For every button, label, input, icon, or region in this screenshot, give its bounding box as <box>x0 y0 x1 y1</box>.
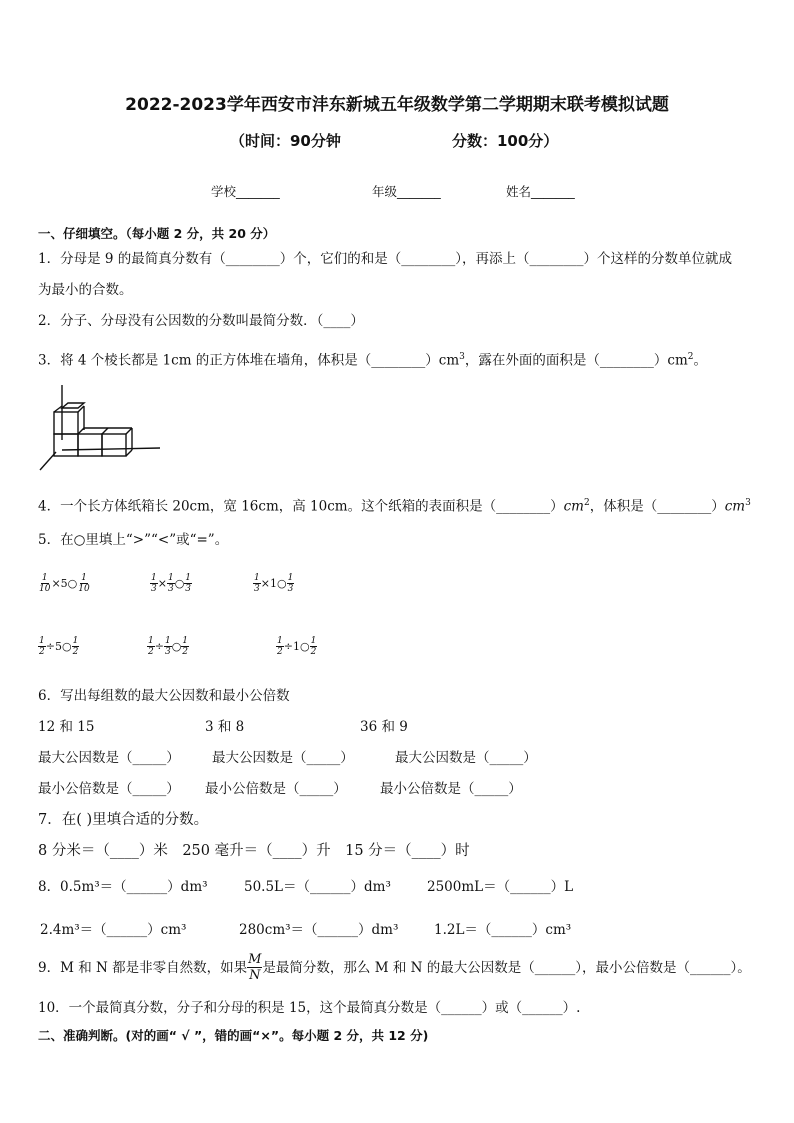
q8-item-2: 50.5L＝（______）dm³ <box>244 879 391 895</box>
cube-stack-figure <box>38 380 168 475</box>
operator: ○ <box>174 577 185 590</box>
question-10: 10．一个最简真分数，分子和分母的积是 15，这个最简真分数是（______）或（______）. <box>38 1000 581 1016</box>
q5-item-1 <box>38 573 91 594</box>
fraction: $\frac{1}{2}$ <box>310 636 317 657</box>
fraction: $\frac{1}{10}$ <box>78 573 90 594</box>
school-field[interactable]: 学校_______ <box>211 184 280 199</box>
q6-gcd-3: 最大公因数是（_____） <box>395 750 537 766</box>
q3-sup: 3 <box>459 352 465 362</box>
q9-text-a: 9．M 和 N 都是非零自然数，如果 <box>38 959 248 976</box>
fraction: $\frac{1}{3}$ <box>185 573 192 594</box>
q6-group-2: 3 和 8 <box>205 719 245 735</box>
section1-heading: 一、仔细填空。（每小题 2 分，共 20 分） <box>38 226 276 241</box>
question-1-line1: 1．分母是 9 的最简真分数有（________）个，它们的和是（________），再添上（________）个这样的分数单位就成 <box>38 251 733 267</box>
operator: ×1○ <box>260 577 287 590</box>
fraction: $\frac{1}{10}$ <box>39 573 51 594</box>
q3-text-c: 。 <box>693 352 707 369</box>
operator: ○ <box>171 640 182 653</box>
q3-sup2: 2 <box>687 352 694 362</box>
question-6: 6．写出每组数的最大公因数和最小公倍数 <box>38 688 290 704</box>
q6-gcd-1: 最大公因数是（_____） <box>38 750 180 766</box>
q6-lcm-1: 最小公倍数是（_____） <box>38 781 180 797</box>
q8-item-1: 0.5m³＝（______）dm³ <box>60 879 208 895</box>
fraction: $\frac{1}{2}$ <box>182 636 189 657</box>
exam-time: （时间：90分钟 <box>230 132 341 150</box>
q6-gcd-2: 最大公因数是（_____） <box>212 750 354 766</box>
q8-item-5: 280cm³＝（______）dm³ <box>239 922 399 938</box>
question-4 <box>38 494 751 516</box>
fraction: $\frac{1}{2}$ <box>72 636 79 657</box>
q4-unit2: cm <box>724 498 746 515</box>
q4-text-b: ，体积是（________） <box>589 498 725 515</box>
fraction: $\frac{1}{2}$ <box>148 636 154 657</box>
q4-unit1: cm <box>563 498 584 515</box>
grade-field[interactable]: 年级_______ <box>372 184 441 199</box>
q5-item-2 <box>150 573 192 594</box>
question-3 <box>38 348 707 370</box>
q4-sup2: 3 <box>745 498 751 508</box>
fraction: $\frac{1}{3}$ <box>151 573 157 594</box>
operator: × <box>157 577 167 590</box>
fraction: $\frac{1}{2}$ <box>277 636 283 657</box>
operator: ÷5○ <box>45 640 72 653</box>
exam-score: 分数：100分） <box>452 132 559 150</box>
fraction: $\frac{1}{2}$ <box>39 636 45 657</box>
q6-group-3: 36 和 9 <box>360 719 408 735</box>
question-5: 5．在○里填上“>”“<”或“=”。 <box>38 532 229 548</box>
q5-item-4 <box>38 636 79 657</box>
q6-lcm-3: 最小公倍数是（_____） <box>380 781 522 797</box>
fraction: $\frac{1}{3}$ <box>254 573 260 594</box>
operator: ÷1○ <box>283 640 310 653</box>
q3-text-b: ，露在外面的面积是（________）cm <box>464 352 688 369</box>
q9-fraction: $\frac{M}{N}$ <box>248 952 262 983</box>
q8-item-4: 2.4m³＝（______）cm³ <box>40 922 187 938</box>
question-2: 2．分子、分母没有公因数的分数叫最简分数．（____） <box>38 313 364 329</box>
q5-item-5 <box>147 636 189 657</box>
q5-item-6 <box>276 636 317 657</box>
fraction: $\frac{1}{3}$ <box>287 573 294 594</box>
operator: ×5○ <box>51 577 78 590</box>
q9-text-b: 是最简分数，那么 M 和 N 的最大公因数是（______），最小公倍数是（______）。 <box>262 959 751 976</box>
q6-lcm-2: 最小公倍数是（_____） <box>205 781 347 797</box>
q4-sup1: 2 <box>583 498 590 508</box>
name-field[interactable]: 姓名_______ <box>506 184 575 199</box>
q8-item-3: 2500mL＝（______）L <box>427 879 574 895</box>
question-7: 7．在( )里填合适的分数。 <box>38 812 209 828</box>
fraction: $\frac{1}{3}$ <box>167 573 174 594</box>
question-8-label: 8． <box>38 879 61 895</box>
operator: ÷ <box>154 640 164 653</box>
question-9 <box>38 952 751 983</box>
page-title: 2022-2023学年西安市沣东新城五年级数学第二学期期末联考模拟试题 <box>125 95 669 115</box>
q4-text-a: 4．一个长方体纸箱长 20cm，宽 16cm，高 10cm。这个纸箱的表面积是（________） <box>38 498 564 515</box>
question-1-line2: 为最小的合数。 <box>38 282 133 298</box>
q6-group-1: 12 和 15 <box>38 719 95 735</box>
q7-line: 8 分米＝（____）米 250 毫升＝（____）升 15 分＝（____）时 <box>38 843 470 859</box>
fraction: $\frac{1}{3}$ <box>164 636 171 657</box>
q3-text-a: 3．将 4 个棱长都是 1cm 的正方体堆在墙角，体积是（________）cm <box>38 352 460 369</box>
q8-item-6: 1.2L＝（______）cm³ <box>434 922 572 938</box>
section2-heading: 二、准确判断。(对的画“ √ ”，错的画“×”。每小题 2 分，共 12 分) <box>38 1028 429 1043</box>
q5-item-3 <box>253 573 294 594</box>
